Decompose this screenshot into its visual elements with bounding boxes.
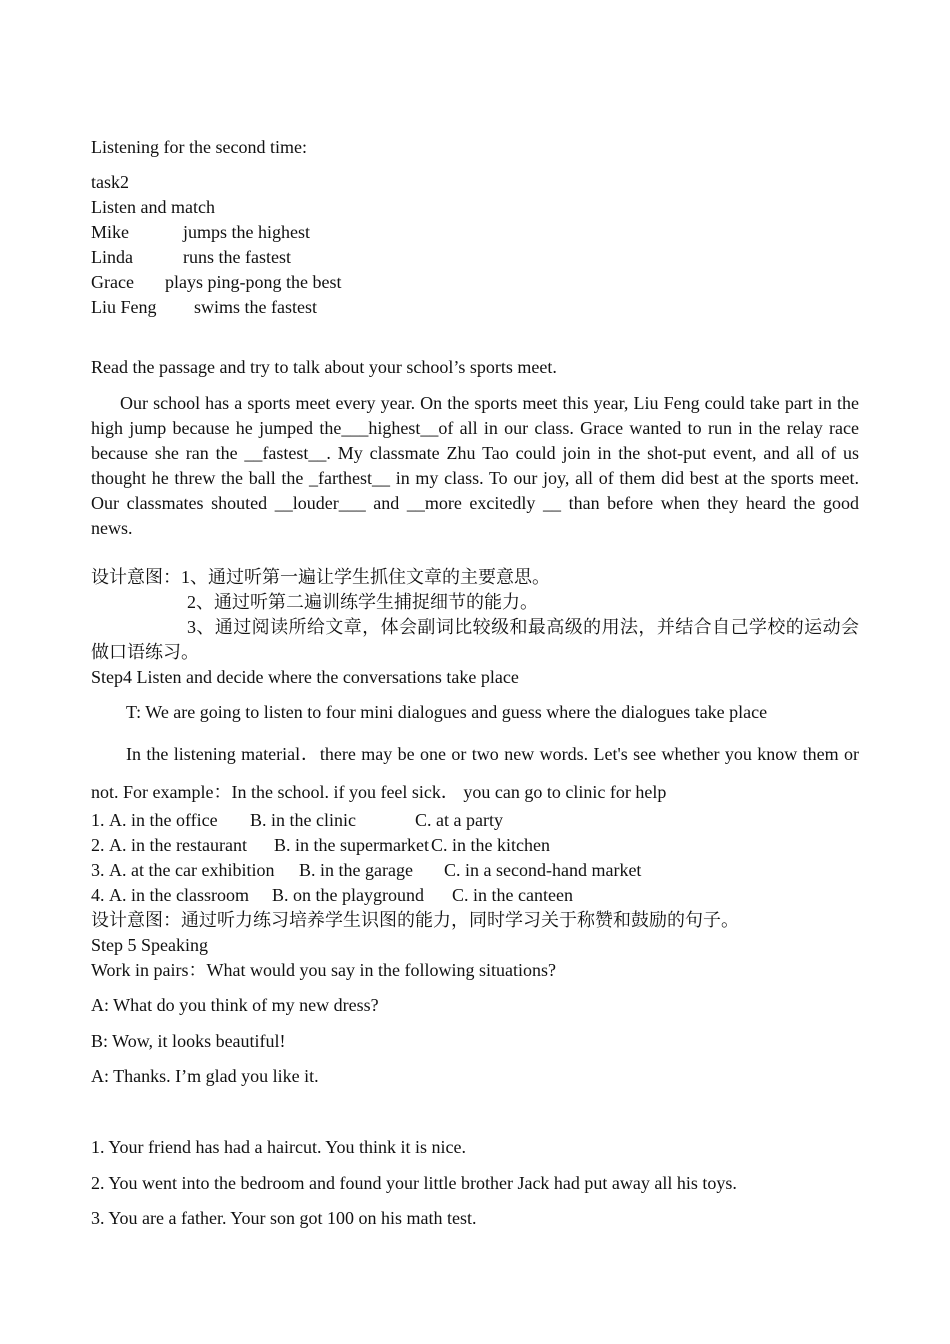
match-action: runs the fastest (183, 247, 291, 267)
design-intent-2: 设计意图：通过听力练习培养学生识图的能力，同时学习关于称赞和鼓励的句子。 (91, 910, 739, 930)
option-a: A. at the car exhibition (109, 860, 275, 880)
match-action: swims the fastest (194, 297, 317, 317)
match-action: plays ping-pong the best (165, 272, 342, 292)
option-b: B. in the clinic (250, 810, 356, 830)
option-c: C. in the kitchen (431, 835, 550, 855)
dialogue-line: A: What do you think of my new dress? (91, 995, 379, 1015)
match-name: Liu Feng (91, 297, 157, 317)
dialogue-line: A: Thanks. I’m glad you like it. (91, 1066, 319, 1086)
dialogue-line: B: Wow, it looks beautiful! (91, 1031, 286, 1051)
option-a: A. in the office (109, 810, 218, 830)
question-number: 2. (91, 835, 105, 855)
question-row (91, 808, 503, 833)
task2-label: task2 (91, 172, 129, 192)
step4-material-line: In the listening material．there may be one or two new words. Let's see whether you know them or not. For example：In the school. if you feel sick． you can go to clinic for help (91, 744, 859, 802)
situation-item: 3. You are a father. Your son got 100 on his math test. (91, 1208, 477, 1228)
question-number: 1. (91, 810, 105, 830)
option-b: B. in the supermarket (274, 835, 429, 855)
task2-instruction: Listen and match (91, 197, 215, 217)
step5-instruction: Work in pairs：What would you say in the following situations? (91, 960, 556, 980)
design-intent-item: 2、通过听第二遍训练学生捕捉细节的能力。 (187, 592, 538, 612)
situation-item: 2. You went into the bedroom and found your little brother Jack had put away all his toys. (91, 1173, 737, 1193)
design-intent-item: 1、通过听第一遍让学生抓住文章的主要意思。 (181, 567, 550, 587)
match-name: Grace (91, 272, 134, 292)
question-row (91, 883, 573, 908)
option-c: C. at a party (415, 810, 503, 830)
step5-title: Step 5 Speaking (91, 935, 208, 955)
question-row (91, 833, 550, 858)
step4-teacher-line: T: We are going to listen to four mini dialogues and guess where the dialogues take place (126, 702, 768, 722)
option-b: B. on the playground (272, 885, 424, 905)
passage: Our school has a sports meet every year. On the sports meet this year, Liu Feng could take part in the high jump because he jumped the___highest__of all in our class. Grace wanted to run in the relay race because she ran the __fastest__. My classmate Zhu Tao could join in the shot-put event, and all of us thought he threw the ball the _farthest__ in my class. To our joy, all of them did best at the sports meet. Our classmates shouted __louder___ and __more excitedly __ than before when they heard the good news. (91, 393, 859, 538)
match-name: Mike (91, 222, 129, 242)
option-c: C. in a second-hand market (444, 860, 642, 880)
option-c: C. in the canteen (452, 885, 573, 905)
question-number: 4. (91, 885, 105, 905)
match-row (91, 245, 291, 270)
option-a: A. in the restaurant (109, 835, 247, 855)
listening-heading: Listening for the second time: (91, 137, 307, 157)
design-intent-item: 3、通过阅读所给文章，体会副词比较级和最高级的用法，并结合自己学校的运动会做口语练习。 (91, 617, 859, 662)
match-name: Linda (91, 247, 133, 267)
match-row (91, 295, 317, 320)
match-row (91, 270, 341, 295)
question-row (91, 858, 641, 883)
match-row (91, 220, 310, 245)
match-action: jumps the highest (183, 222, 310, 242)
step4-title: Step4 Listen and decide where the conversations take place (91, 667, 519, 687)
design-intent-line (91, 565, 550, 590)
read-prompt: Read the passage and try to talk about your school’s sports meet. (91, 357, 557, 377)
question-number: 3. (91, 860, 105, 880)
option-b: B. in the garage (299, 860, 413, 880)
design-intent-label: 设计意图： (91, 567, 181, 587)
situation-item: 1. Your friend has had a haircut. You think it is nice. (91, 1137, 466, 1157)
option-a: A. in the classroom (109, 885, 249, 905)
